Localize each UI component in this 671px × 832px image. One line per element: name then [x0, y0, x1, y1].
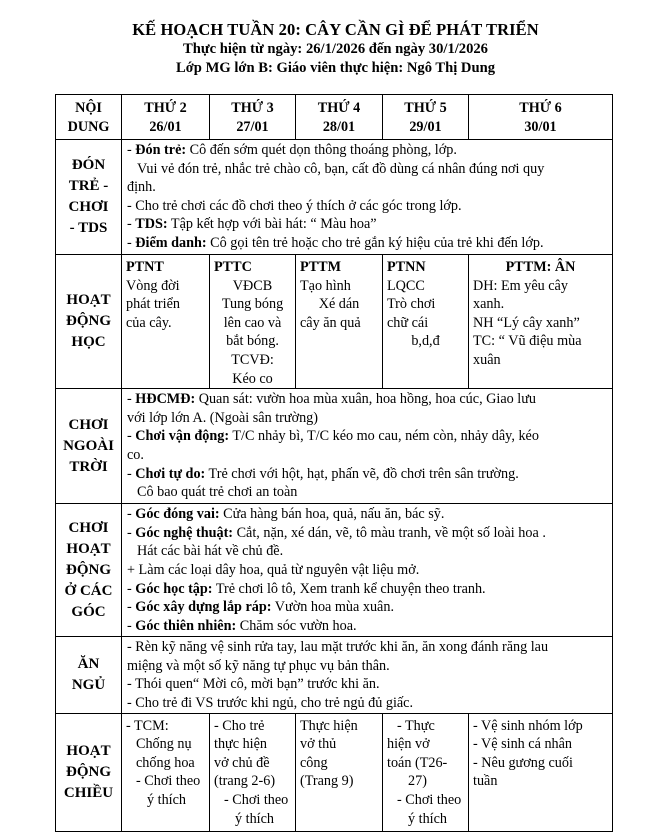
col-header-tue: THỨ 3 27/01 [210, 95, 296, 140]
col-header-wed: THỨ 4 28/01 [296, 95, 383, 140]
cell-hdh-tue: PTTC VĐCB Tung bóng lên cao và bắt bóng. TCVĐ: Kéo co [210, 255, 296, 389]
col-header-fri: THỨ 6 30/01 [469, 95, 613, 140]
cell-don-tre: - Đón trẻ: Cô đến sớm quét dọn thông thoáng phòng, lớp. Vui vẻ đón trẻ, nhắc trẻ chào cô, bạn, cất đồ dùng cá nhân đúng nơi quy định. - Cho trẻ chơi các đồ chơi theo ý thích ở các góc trong lớp. - TDS: Tập kết hợp với bài hát: “ Màu hoa” - Điểm danh: Cô gọi tên trẻ hoặc cho trẻ gắn ký hiệu của trẻ khi đến lớp. [122, 140, 613, 255]
cell-chieu-wed: Thực hiện vở thủ công (Trang 9) [296, 713, 383, 831]
row-label-choi-ngoai-troi: CHƠI NGOÀI TRỜI [56, 389, 122, 504]
cell-chieu-mon: - TCM: Chống nụ chống hoa - Chơi theo ý thích [122, 713, 210, 831]
plan-date-range: Thực hiện từ ngày: 26/1/2026 đến ngày 30/1/2026 [183, 41, 488, 57]
row-hoat-dong-chieu [56, 713, 613, 831]
plan-class-teacher: Lớp MG lớn B: Giáo viên thực hiện: Ngô Thị Dung [175, 60, 495, 76]
row-choi-goc [56, 504, 613, 637]
cell-choi-goc: - Góc đóng vai: Cửa hàng bán hoa, quả, nấu ăn, bác sỹ. - Góc nghệ thuật: Cắt, nặn, xé dán, vẽ, tô màu tranh, về một số loài hoa . Hát các bài hát về chủ đề. + Làm các loại dây hoa, quả từ nguyên vật liệu mở. - Góc học tập: Trẻ chơi lô tô, Xem tranh kể chuyện theo tranh. - Góc xây dựng lắp ráp: Vườn hoa mùa xuân. - Góc thiên nhiên: Chăm sóc vườn hoa. [122, 504, 613, 637]
cell-choi-ngoai-troi: - HĐCMĐ: Quan sát: vườn hoa mùa xuân, hoa hồng, hoa cúc, Giao lưu với lớp lớn A. (Ngoài sân trường) - Chơi vận động: T/C nhảy bì, T/C kéo mo cau, ném còn, nhảy dây, kéo co. - Chơi tự do: Trẻ chơi với hột, hạt, phấn vẽ, đồ chơi trên sân trường. Cô bao quát trẻ chơi an toàn [122, 389, 613, 504]
cell-an-ngu: - Rèn kỹ năng vệ sinh rửa tay, lau mặt trước khi ăn, ăn xong đánh răng lau miệng và một số kỹ năng tự phục vụ bản thân. - Thói quen“ Mời cô, mời bạn” trước khi ăn. - Cho trẻ đi VS trước khi ngủ, cho trẻ ngủ đủ giấc. [122, 637, 613, 713]
col-header-thu: THỨ 5 29/01 [383, 95, 469, 140]
row-label-choi-goc: CHƠI HOẠT ĐỘNG Ở CÁC GÓC [56, 504, 122, 637]
cell-hdh-fri: PTTM: ÂN DH: Em yêu cây xanh. NH “Lý cây xanh” TC: “ Vũ điệu mùa xuân [469, 255, 613, 389]
plan-title: KẾ HOẠCH TUẦN 20: CÂY CẦN GÌ ĐỂ PHÁT TRIỂN [132, 20, 539, 39]
row-label-hoat-dong-chieu: HOẠT ĐỘNG CHIỀU [56, 713, 122, 831]
cell-hdh-wed: PTTM Tạo hình Xé dán cây ăn quả [296, 255, 383, 389]
row-label-don-tre: ĐÓN TRẺ - CHƠI - TDS [56, 140, 122, 255]
col-header-mon: THỨ 2 26/01 [122, 95, 210, 140]
row-hoat-dong-hoc [56, 255, 613, 389]
row-don-tre [56, 140, 613, 255]
row-label-an-ngu: ĂN NGỦ [56, 637, 122, 713]
row-an-ngu [56, 637, 613, 713]
cell-hdh-mon: PTNT Vòng đời phát triển của cây. [122, 255, 210, 389]
cell-chieu-thu: - Thực hiện vở toán (T26- 27) - Chơi theo ý thích [383, 713, 469, 831]
row-label-hoat-dong-hoc: HOẠT ĐỘNG HỌC [56, 255, 122, 389]
row-choi-ngoai-troi [56, 389, 613, 504]
cell-chieu-tue: - Cho trẻ thực hiện vở chủ đề (trang 2-6) - Chơi theo ý thích [210, 713, 296, 831]
cell-hdh-thu: PTNN LQCC Trò chơi chữ cái b,d,đ [383, 255, 469, 389]
table-header-row [56, 95, 613, 140]
weekly-plan-table [55, 94, 613, 832]
cell-chieu-fri: - Vệ sinh nhóm lớp - Vệ sinh cá nhân - Nêu gương cuối tuần [469, 713, 613, 831]
col-header-content: NỘI DUNG [56, 95, 122, 140]
